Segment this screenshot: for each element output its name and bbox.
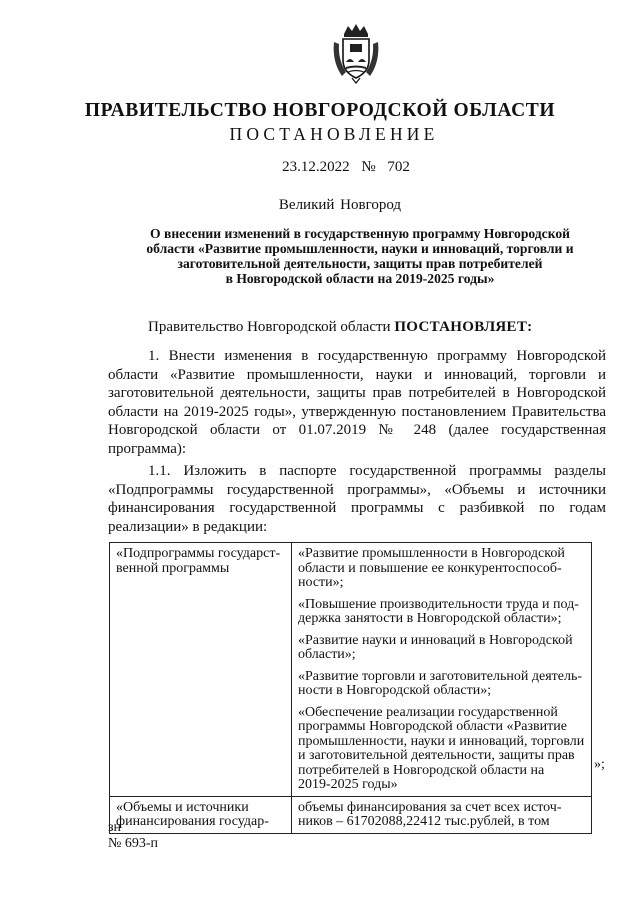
footer-initials: зн bbox=[108, 820, 122, 835]
subprogram-item bbox=[298, 547, 586, 591]
table-cell-label bbox=[110, 543, 292, 797]
subprogram-item bbox=[298, 706, 586, 793]
paragraph-line: 1.1. Изложить в паспорте государственной программы разделы bbox=[148, 463, 606, 479]
table-cell-value bbox=[292, 543, 592, 797]
coat-of-arms-icon bbox=[330, 22, 382, 84]
intro-paragraph bbox=[108, 318, 606, 337]
paragraph-line: Новгородской области от 01.07.2019 № 248 (далее государственная bbox=[108, 422, 606, 438]
subprogram-item bbox=[298, 670, 586, 699]
government-title: ПРАВИТЕЛЬСТВО НОВГОРОДСКОЙ ОБЛАСТИ bbox=[84, 100, 556, 121]
paragraph-line: реализации» в редакции: bbox=[108, 518, 268, 535]
cell-line: «Развитие промышленности в Новгородской bbox=[298, 546, 565, 561]
intro-resolves: ПОСТАНОВЛЯЕТ: bbox=[394, 319, 533, 335]
cell-line: венной программы bbox=[116, 560, 230, 576]
subject-line: заготовительной деятельности, защиты прав потребителей bbox=[177, 256, 543, 271]
date-number-line bbox=[0, 159, 640, 176]
paragraph-line: программа): bbox=[108, 440, 187, 457]
intro-text: Правительство Новгородской области bbox=[148, 319, 395, 335]
paragraph-line: финансирования государственной программы с разбивкой по годам bbox=[108, 500, 606, 516]
subprogram-item bbox=[298, 634, 586, 663]
cell-line: потребителей в Новгородской области на bbox=[298, 762, 545, 778]
cell-line: «Повышение производительности труда и под- bbox=[298, 596, 579, 612]
footer-number: № 693-п bbox=[108, 836, 159, 851]
subject-line: в Новгородской области на 2019-2025 годы» bbox=[225, 271, 495, 286]
cell-line: 2019-2025 годы» bbox=[298, 777, 398, 792]
cell-line: «Развитие науки и инноваций в Новгородской bbox=[298, 632, 573, 648]
cell-line: области»; bbox=[298, 647, 356, 662]
cell-line: ности»; bbox=[298, 575, 344, 590]
decree-date: 23.12.2022 bbox=[282, 159, 350, 175]
cell-line: «Обеспечение реализации государственной bbox=[298, 704, 558, 720]
city-name: Великий Новгород bbox=[278, 197, 402, 213]
table-closing-quote: »; bbox=[594, 757, 605, 772]
decree-number: 702 bbox=[387, 159, 410, 175]
cell-line: программы Новгородской области «Развитие bbox=[298, 719, 567, 734]
cell-line: области и повышение ее конкурентоспособ- bbox=[298, 560, 562, 576]
cell-line: «Объемы и источники bbox=[116, 799, 249, 815]
cell-line: промышленности, науки и инноваций, торговли bbox=[298, 733, 585, 749]
cell-line: и заготовительной деятельности, защиты прав bbox=[298, 748, 575, 763]
paragraph-1 bbox=[108, 347, 606, 458]
decree-subject bbox=[108, 226, 612, 286]
cell-line: держка занятости в Новгородской области»; bbox=[298, 611, 562, 626]
paragraph-line: 1. Внести изменения в государственную программу Новгородской bbox=[148, 348, 606, 364]
passport-table bbox=[109, 542, 592, 834]
cell-line: «Подпрограммы государст- bbox=[116, 546, 281, 561]
document-type: ПОСТАНОВЛЕНИЕ bbox=[229, 124, 439, 144]
paragraph-line: области «Развитие промышленности, науки и инноваций, торговли и bbox=[108, 366, 606, 383]
cell-line: объемы финансирования за счет всех источ- bbox=[298, 799, 562, 815]
cell-line: ников – 61702088,22412 тыс.рублей, в том bbox=[298, 814, 550, 829]
subject-line: области «Развитие промышленности, науки и инноваций, торговли и bbox=[146, 241, 574, 256]
subprogram-item bbox=[298, 598, 586, 627]
table-row bbox=[110, 796, 592, 833]
paragraph-line: заготовительной деятельности, защиты прав потребителей в Новгородской bbox=[108, 385, 606, 401]
paragraph-line: «Подпрограммы государственной программы», «Объемы и источники bbox=[108, 481, 606, 498]
cell-line: ности в Новгородской области»; bbox=[298, 683, 492, 698]
cell-line: финансирования государ- bbox=[116, 814, 269, 829]
number-sign: № bbox=[361, 159, 376, 175]
paragraph-line: области на 2019-2025 годы», утвержденную постановлением Правительства bbox=[108, 403, 606, 420]
footer-reference bbox=[108, 820, 158, 852]
table-row bbox=[110, 543, 592, 797]
cell-line: «Развитие торговли и заготовительной деятель- bbox=[298, 668, 582, 684]
paragraph-1-1 bbox=[108, 462, 606, 536]
subject-line: О внесении изменений в государственную программу Новгородской bbox=[150, 226, 570, 241]
table-cell-value bbox=[292, 796, 592, 833]
